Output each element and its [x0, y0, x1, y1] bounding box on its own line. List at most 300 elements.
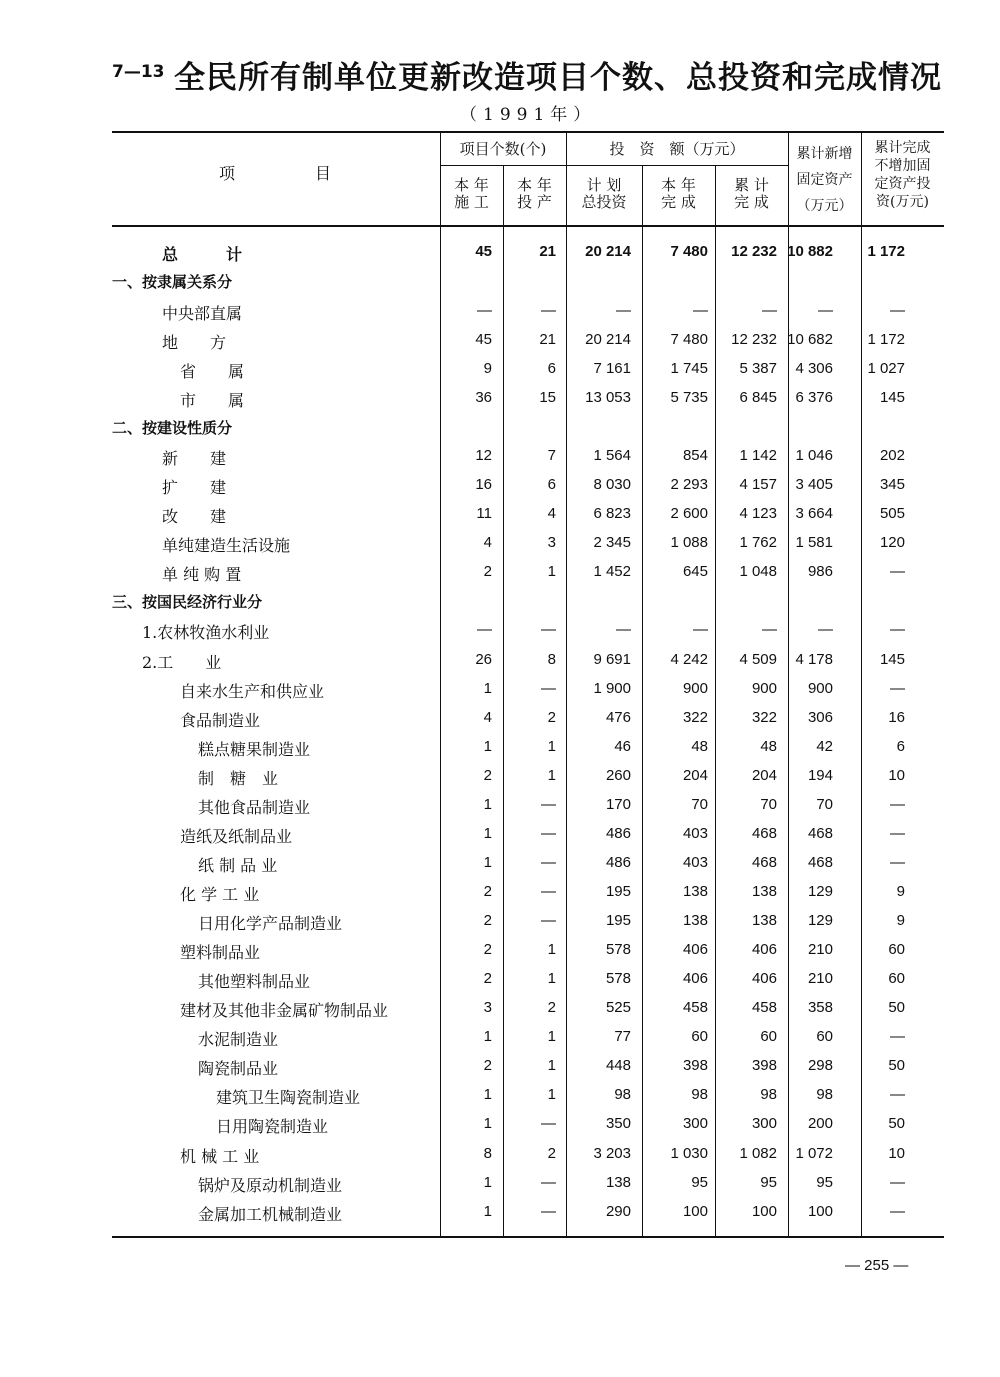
title-text: 全民所有制单位更新改造项目个数、总投资和完成情况: [174, 60, 942, 96]
table-row: [112, 500, 944, 529]
cell-value: —: [541, 883, 556, 900]
row-label: 金属加工机械制造业: [198, 1205, 343, 1224]
cell-value: —: [818, 302, 833, 319]
cell-value: —: [541, 1174, 556, 1191]
cell-value: 2: [547, 999, 556, 1016]
row-label: 改 建: [162, 507, 227, 526]
table-row: [112, 326, 944, 355]
cell-value: 7 480: [670, 331, 708, 348]
cell-value: —: [890, 825, 905, 842]
header-non-fixed-investment: 累计完成 不增加固 定资产投 资(万元): [874, 140, 931, 210]
cell-value: —: [541, 912, 556, 929]
cell-value: 458: [682, 999, 708, 1016]
table-row: [112, 791, 944, 820]
cell-value: 129: [807, 912, 833, 929]
cell-value: 2 600: [670, 505, 708, 522]
cell-value: 1 564: [593, 447, 631, 464]
table-row: [112, 965, 944, 994]
cell-value: 468: [751, 825, 777, 842]
header-investment: 投 资 额（万元）: [609, 140, 745, 158]
cell-value: 1: [483, 1028, 492, 1045]
cell-value: 10: [888, 1145, 905, 1162]
row-label: 机 械 工 业: [180, 1147, 260, 1166]
header-planned-total: 计 划 总投资: [581, 176, 627, 211]
cell-value: 1 142: [739, 447, 777, 464]
table-row: [112, 878, 944, 907]
cell-value: 578: [605, 941, 631, 958]
cell-value: 60: [888, 941, 905, 958]
cell-value: 486: [605, 854, 631, 871]
cell-value: —: [541, 621, 556, 638]
cell-value: —: [762, 302, 777, 319]
cell-value: 525: [605, 999, 631, 1016]
table-row: [112, 297, 944, 326]
row-label: 1.农林牧渔水利业: [142, 623, 270, 642]
cell-value: 210: [807, 970, 833, 987]
cell-value: 50: [888, 1115, 905, 1132]
cell-value: 42: [816, 738, 833, 755]
cell-value: 1: [483, 1086, 492, 1103]
cell-value: 505: [879, 505, 905, 522]
cell-value: 7 161: [593, 360, 631, 377]
cell-value: 1: [547, 767, 556, 784]
cell-value: 12: [475, 447, 492, 464]
row-label: 其他塑料制品业: [198, 972, 311, 991]
cell-value: 306: [807, 709, 833, 726]
cell-value: 300: [682, 1115, 708, 1132]
cell-value: 3: [483, 999, 492, 1016]
cell-value: 13 053: [585, 389, 631, 406]
cell-value: 9: [483, 360, 492, 377]
table-row: [112, 907, 944, 936]
cell-value: 4 242: [670, 651, 708, 668]
cell-value: 900: [682, 680, 708, 697]
table-row: [112, 936, 944, 965]
cell-value: 900: [807, 680, 833, 697]
cell-value: 2: [483, 883, 492, 900]
table-title: [112, 52, 942, 96]
cell-value: 2 293: [670, 476, 708, 493]
cell-value: 2: [483, 563, 492, 580]
cell-value: 8: [547, 651, 556, 668]
cell-value: 4 509: [739, 651, 777, 668]
cell-value: 1: [483, 825, 492, 842]
cell-value: 4 157: [739, 476, 777, 493]
header-completed-cumulative: 累 计 完 成: [734, 176, 769, 211]
cell-value: 406: [682, 941, 708, 958]
cell-value: —: [890, 1028, 905, 1045]
table-row: [112, 1081, 944, 1110]
cell-value: 194: [807, 767, 833, 784]
cell-value: 20 214: [585, 243, 631, 260]
cell-value: 95: [691, 1174, 708, 1191]
row-label: 单 纯 购 置: [162, 565, 242, 584]
cell-value: 3 203: [593, 1145, 631, 1162]
cell-value: 60: [816, 1028, 833, 1045]
cell-value: 36: [475, 389, 492, 406]
table-row: [112, 413, 944, 442]
table-row: [112, 994, 944, 1023]
row-label: 建材及其他非金属矿物制品业: [180, 1001, 389, 1020]
table-row: [112, 1169, 944, 1198]
cell-value: 120: [879, 534, 905, 551]
cell-value: 202: [879, 447, 905, 464]
cell-value: 1 452: [593, 563, 631, 580]
cell-value: 9: [896, 883, 905, 900]
cell-value: 1 027: [867, 360, 905, 377]
cell-value: 1: [547, 1028, 556, 1045]
row-label: 单纯建造生活设施: [162, 536, 291, 555]
cell-value: 21: [539, 331, 556, 348]
cell-value: 3 405: [795, 476, 833, 493]
header-under-construction: 本 年 施 工: [454, 176, 489, 211]
cell-value: 4: [483, 709, 492, 726]
cell-value: 403: [682, 825, 708, 842]
cell-value: 1: [547, 970, 556, 987]
cell-value: —: [541, 1203, 556, 1220]
row-label: 其他食品制造业: [198, 798, 311, 817]
cell-value: —: [890, 854, 905, 871]
cell-value: 1: [547, 563, 556, 580]
row-label: 市 属: [180, 391, 245, 410]
cell-value: 98: [614, 1086, 631, 1103]
row-label: 地 方: [162, 333, 227, 352]
cell-value: 95: [816, 1174, 833, 1191]
cell-value: 1 072: [795, 1145, 833, 1162]
row-label: 一、按隶属关系分: [112, 273, 233, 291]
cell-value: 1 900: [593, 680, 631, 697]
cell-value: 48: [760, 738, 777, 755]
cell-value: 16: [888, 709, 905, 726]
table-row: [112, 471, 944, 500]
cell-value: 1: [483, 1174, 492, 1191]
cell-value: 100: [807, 1203, 833, 1220]
cell-value: 26: [475, 651, 492, 668]
cell-value: 1: [483, 1203, 492, 1220]
cell-value: 9 691: [593, 651, 631, 668]
table-row: [112, 267, 944, 296]
header-completed-year: 本 年 完 成: [661, 176, 696, 211]
cell-value: 1 046: [795, 447, 833, 464]
cell-value: 138: [605, 1174, 631, 1191]
table-row: [112, 384, 944, 413]
cell-value: 350: [605, 1115, 631, 1132]
cell-value: —: [890, 621, 905, 638]
cell-value: 98: [816, 1086, 833, 1103]
cell-value: —: [616, 621, 631, 638]
cell-value: —: [477, 302, 492, 319]
table-row: [112, 646, 944, 675]
cell-value: —: [693, 621, 708, 638]
cell-value: 4: [483, 534, 492, 551]
cell-value: —: [541, 1115, 556, 1132]
row-label: 陶瓷制品业: [198, 1059, 279, 1078]
table-row: [112, 238, 944, 267]
cell-value: 1 581: [795, 534, 833, 551]
cell-value: 3 664: [795, 505, 833, 522]
cell-value: 345: [879, 476, 905, 493]
row-label: 日用化学产品制造业: [198, 914, 343, 933]
bottom-rule: [112, 1236, 944, 1238]
cell-value: 2: [483, 767, 492, 784]
cell-value: 2: [483, 1057, 492, 1074]
cell-value: 1: [547, 738, 556, 755]
cell-value: 4 123: [739, 505, 777, 522]
table-row: [112, 1052, 944, 1081]
cell-value: 645: [682, 563, 708, 580]
cell-value: 95: [760, 1174, 777, 1191]
cell-value: —: [541, 796, 556, 813]
cell-value: 406: [751, 970, 777, 987]
cell-value: 3: [547, 534, 556, 551]
cell-value: 129: [807, 883, 833, 900]
header-put-in-production: 本 年 投 产: [517, 176, 552, 211]
cell-value: 6: [547, 476, 556, 493]
cell-value: 98: [691, 1086, 708, 1103]
cell-value: 10 682: [787, 331, 833, 348]
cell-value: 476: [605, 709, 631, 726]
cell-value: 578: [605, 970, 631, 987]
cell-value: 486: [605, 825, 631, 842]
cell-value: 48: [691, 738, 708, 755]
cell-value: 45: [475, 331, 492, 348]
row-label: 省 属: [180, 362, 245, 381]
table-row: [112, 558, 944, 587]
cell-value: 1 172: [867, 331, 905, 348]
cell-value: 1: [547, 1057, 556, 1074]
header-item: 项 目: [218, 164, 331, 183]
cell-value: 145: [879, 389, 905, 406]
table-row: [112, 675, 944, 704]
cell-value: 1: [483, 1115, 492, 1132]
cell-value: 210: [807, 941, 833, 958]
cell-value: —: [541, 825, 556, 842]
cell-value: —: [693, 302, 708, 319]
cell-value: 6: [547, 360, 556, 377]
cell-value: 5 387: [739, 360, 777, 377]
page-number: — 255 —: [845, 1257, 909, 1274]
cell-value: —: [541, 302, 556, 319]
cell-value: 2: [483, 970, 492, 987]
cell-value: 298: [807, 1057, 833, 1074]
table-row: [112, 762, 944, 791]
cell-value: 170: [605, 796, 631, 813]
table-row: [112, 1140, 944, 1169]
cell-value: 45: [475, 243, 492, 260]
row-label: 糕点糖果制造业: [198, 740, 311, 759]
header-bottom-rule: [112, 225, 944, 227]
cell-value: 12 232: [731, 243, 777, 260]
row-label: 日用陶瓷制造业: [216, 1117, 329, 1136]
cell-value: 11: [476, 505, 492, 522]
cell-value: 2 345: [593, 534, 631, 551]
cell-value: 398: [751, 1057, 777, 1074]
cell-value: 468: [807, 854, 833, 871]
cell-value: 458: [751, 999, 777, 1016]
cell-value: 195: [605, 883, 631, 900]
row-label: 2.工 业: [142, 653, 222, 672]
cell-value: 406: [751, 941, 777, 958]
cell-value: 1 745: [670, 360, 708, 377]
cell-value: 77: [614, 1028, 631, 1045]
cell-value: 138: [682, 912, 708, 929]
cell-value: 60: [760, 1028, 777, 1045]
cell-value: 6 376: [795, 389, 833, 406]
cell-value: 100: [682, 1203, 708, 1220]
table-row: [112, 849, 944, 878]
cell-value: —: [890, 563, 905, 580]
cell-value: 6 823: [593, 505, 631, 522]
row-label: 扩 建: [162, 478, 227, 497]
cell-value: 10: [888, 767, 905, 784]
cell-value: 2: [547, 1145, 556, 1162]
cell-value: 98: [760, 1086, 777, 1103]
top-rule: [112, 131, 944, 133]
group-rule-investment: [566, 165, 788, 166]
row-label: 自来水生产和供应业: [180, 682, 325, 701]
cell-value: 1: [483, 796, 492, 813]
cell-value: —: [541, 680, 556, 697]
cell-value: 1: [483, 854, 492, 871]
cell-value: 468: [751, 854, 777, 871]
row-label: 新 建: [162, 449, 227, 468]
cell-value: 138: [751, 883, 777, 900]
table-row: [112, 820, 944, 849]
cell-value: 145: [879, 651, 905, 668]
cell-value: 12 232: [731, 331, 777, 348]
cell-value: 8: [483, 1145, 492, 1162]
cell-value: 7: [547, 447, 556, 464]
cell-value: 9: [896, 912, 905, 929]
cell-value: —: [890, 1086, 905, 1103]
row-label: 纸 制 品 业: [198, 856, 278, 875]
row-label: 水泥制造业: [198, 1030, 279, 1049]
row-label: 塑料制品业: [180, 943, 261, 962]
cell-value: 2: [483, 912, 492, 929]
cell-value: 1 030: [670, 1145, 708, 1162]
cell-value: 50: [888, 999, 905, 1016]
table-row: [112, 1198, 944, 1227]
table-row: [112, 529, 944, 558]
cell-value: 138: [682, 883, 708, 900]
table-row: [112, 704, 944, 733]
cell-value: 260: [605, 767, 631, 784]
cell-value: 4 178: [795, 651, 833, 668]
cell-value: 200: [807, 1115, 833, 1132]
cell-value: 100: [751, 1203, 777, 1220]
cell-value: —: [762, 621, 777, 638]
cell-value: —: [818, 621, 833, 638]
header-project-count: 项目个数(个): [459, 140, 547, 158]
cell-value: —: [477, 621, 492, 638]
cell-value: 16: [475, 476, 492, 493]
cell-value: 15: [539, 389, 556, 406]
cell-value: 204: [682, 767, 708, 784]
table-row: [112, 442, 944, 471]
cell-value: 1: [547, 1086, 556, 1103]
table-row: [112, 616, 944, 645]
cell-value: 195: [605, 912, 631, 929]
cell-value: 300: [751, 1115, 777, 1132]
table-row: [112, 587, 944, 616]
table-number: 7—13: [112, 62, 165, 82]
cell-value: 21: [539, 243, 556, 260]
row-label: 制 糖 业: [198, 769, 279, 788]
cell-value: 70: [691, 796, 708, 813]
row-label: 建筑卫生陶瓷制造业: [216, 1088, 361, 1107]
row-label: 化 学 工 业: [180, 885, 260, 904]
table-row: [112, 1023, 944, 1052]
cell-value: 986: [807, 563, 833, 580]
row-label: 二、按建设性质分: [112, 419, 233, 437]
cell-value: —: [890, 796, 905, 813]
cell-value: 7 480: [670, 243, 708, 260]
cell-value: 6 845: [739, 389, 777, 406]
table-row: [112, 355, 944, 384]
cell-value: 1 088: [670, 534, 708, 551]
row-label: 中央部直属: [162, 304, 243, 323]
cell-value: 70: [760, 796, 777, 813]
cell-value: 1 762: [739, 534, 777, 551]
table-row: [112, 1110, 944, 1139]
cell-value: 468: [807, 825, 833, 842]
row-label: 总 计: [162, 245, 243, 264]
row-label: 三、按国民经济行业分: [112, 593, 263, 611]
cell-value: 290: [605, 1203, 631, 1220]
cell-value: 4 306: [795, 360, 833, 377]
cell-value: 1: [483, 680, 492, 697]
cell-value: 46: [614, 738, 631, 755]
cell-value: 322: [751, 709, 777, 726]
cell-value: 900: [751, 680, 777, 697]
cell-value: —: [890, 1174, 905, 1191]
cell-value: 70: [816, 796, 833, 813]
cell-value: 1: [547, 941, 556, 958]
cell-value: 6: [896, 738, 905, 755]
cell-value: —: [890, 302, 905, 319]
cell-value: 398: [682, 1057, 708, 1074]
cell-value: 1 172: [867, 243, 905, 260]
row-label: 食品制造业: [180, 711, 261, 730]
cell-value: 5 735: [670, 389, 708, 406]
cell-value: 8 030: [593, 476, 631, 493]
cell-value: 10 882: [787, 243, 833, 260]
row-label: 造纸及纸制品业: [180, 827, 293, 846]
cell-value: —: [541, 854, 556, 871]
cell-value: 322: [682, 709, 708, 726]
header-new-fixed-assets: 累计新增 固定资产 （万元）: [796, 146, 853, 214]
cell-value: 204: [751, 767, 777, 784]
cell-value: 358: [807, 999, 833, 1016]
cell-value: 2: [483, 941, 492, 958]
cell-value: 1: [483, 738, 492, 755]
cell-value: —: [890, 1203, 905, 1220]
cell-value: 2: [547, 709, 556, 726]
cell-value: 20 214: [585, 331, 631, 348]
cell-value: 854: [682, 447, 708, 464]
cell-value: 4: [547, 505, 556, 522]
cell-value: 406: [682, 970, 708, 987]
cell-value: 60: [691, 1028, 708, 1045]
cell-value: —: [616, 302, 631, 319]
cell-value: 1 048: [739, 563, 777, 580]
cell-value: 403: [682, 854, 708, 871]
row-label: 锅炉及原动机制造业: [198, 1176, 343, 1195]
cell-value: 1 082: [739, 1145, 777, 1162]
subtitle-year: （1991年）: [460, 105, 597, 125]
cell-value: 138: [751, 912, 777, 929]
table-row: [112, 733, 944, 762]
